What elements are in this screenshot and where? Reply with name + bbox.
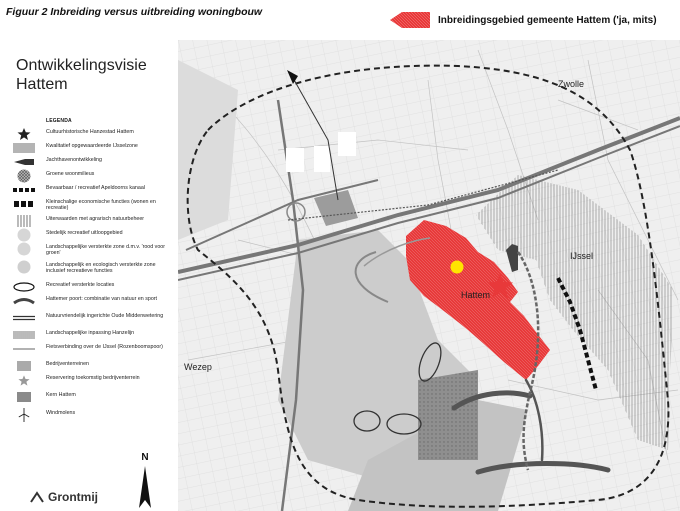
legend-text: Cultuurhistorische Hanzestad Hattem xyxy=(46,129,134,135)
dotted-band-icon xyxy=(13,331,35,339)
legend-item xyxy=(10,184,170,198)
legend-text: Kwalitatief opgewaardeerde IJsselzone xyxy=(46,143,138,149)
legend-text: Kleinschalige economische functies (wonen en recreatie) xyxy=(46,199,156,212)
legend-text: Kern Hattem xyxy=(46,392,76,398)
legend-item xyxy=(10,343,170,360)
thin-line-icon xyxy=(13,347,35,351)
panel-title: Ontwikkelingsvisie Hattem xyxy=(16,57,147,93)
legend-item xyxy=(10,295,170,312)
windmill-icon xyxy=(18,408,30,422)
legend-item xyxy=(10,215,170,229)
legend-item xyxy=(10,156,170,170)
hatch-band-icon xyxy=(13,143,35,153)
grey-circle-icon xyxy=(17,228,31,242)
grey-circle-icon xyxy=(17,242,31,256)
legend-text: Reservering toekomstig bedrijventerrein xyxy=(46,375,140,381)
legend-item xyxy=(10,329,170,343)
legend-text: Jachthavenontwikkeling xyxy=(46,157,102,163)
map xyxy=(178,40,680,511)
legend-item xyxy=(10,374,170,391)
double-line-icon xyxy=(13,315,35,321)
logo-icon xyxy=(30,491,44,503)
logo-text: Grontmij xyxy=(48,490,98,504)
legend-text: Groene woonmilieus xyxy=(46,171,95,177)
legend-item xyxy=(10,281,170,295)
business-area xyxy=(418,370,478,460)
legend-item xyxy=(10,128,170,142)
legend-item xyxy=(10,312,170,329)
place-zwolle: Zwolle xyxy=(558,79,585,89)
legend-text: Natuurvriendelijk ingerichte Oude Middenwetering xyxy=(46,313,164,319)
infill-area-icon xyxy=(388,10,432,30)
vertical-lines-icon xyxy=(17,215,31,227)
legend-text: Bedrijventerreinen xyxy=(46,361,89,367)
curved-bar-icon xyxy=(13,297,35,305)
top-legend-label: Inbreidingsgebied gemeente Hattem ('ja, mits) xyxy=(438,14,657,26)
legend-text: Uiterwaarden met agrarisch natuurbeheer xyxy=(46,216,145,222)
legend-item xyxy=(10,391,170,409)
place-hattem: Hattem xyxy=(461,290,491,300)
place-ijssel: IJssel xyxy=(570,251,594,261)
grey-block-icon xyxy=(17,361,31,371)
legend-item xyxy=(10,142,170,156)
legend-heading: LEGENDA xyxy=(46,118,72,124)
yellow-marker xyxy=(451,261,464,274)
legend-text: Landschappelijke versterkte zone d.m.v. 'rood voor groen' xyxy=(46,244,165,257)
square-dots-icon xyxy=(13,200,35,208)
crosshatch-circle-icon xyxy=(17,169,31,183)
oval-outline-icon xyxy=(13,282,35,292)
legend-item xyxy=(10,409,170,423)
legend-item xyxy=(10,229,170,243)
legend-text: Stedelijk recreatief uitloopgebied xyxy=(46,230,123,236)
legend-item xyxy=(10,170,170,184)
legend-text: Bevaarbaar / recreatief Apeldoorns kanaal xyxy=(46,185,145,191)
legend-text: Windmolens xyxy=(46,410,76,416)
legend-item xyxy=(10,261,170,281)
legend-item xyxy=(10,243,170,261)
grontmij-logo xyxy=(30,490,98,504)
legend-text: Fietsverbinding over de IJssel (Rozenboomspoor) xyxy=(46,344,163,350)
legend-text: Landschappelijk en ecologisch versterkte zone inclusief recreatieve functies xyxy=(46,262,156,275)
dashed-line-icon xyxy=(13,187,35,193)
legend-item xyxy=(10,198,170,215)
harbour-icon xyxy=(13,157,35,167)
north-arrow-icon xyxy=(133,448,157,510)
legend-text: Landschappelijke inpassing Hanzelijn xyxy=(46,330,135,336)
top-legend xyxy=(388,10,657,30)
north-label: N xyxy=(141,452,149,463)
legend-text: Recreatief versterkte locaties xyxy=(46,282,115,288)
small-star-icon xyxy=(18,375,30,386)
legend-text: Hattemer poort: combinatie van natuur en sport xyxy=(46,296,157,302)
star-icon xyxy=(17,128,31,140)
legend-item xyxy=(10,360,170,374)
place-wezep: Wezep xyxy=(184,362,212,372)
legend xyxy=(10,128,170,423)
figure-title: Figuur 2 Inbreiding versus uitbreiding woningbouw xyxy=(6,6,263,18)
grey-circle-icon xyxy=(17,260,31,274)
dark-block-icon xyxy=(17,392,31,402)
